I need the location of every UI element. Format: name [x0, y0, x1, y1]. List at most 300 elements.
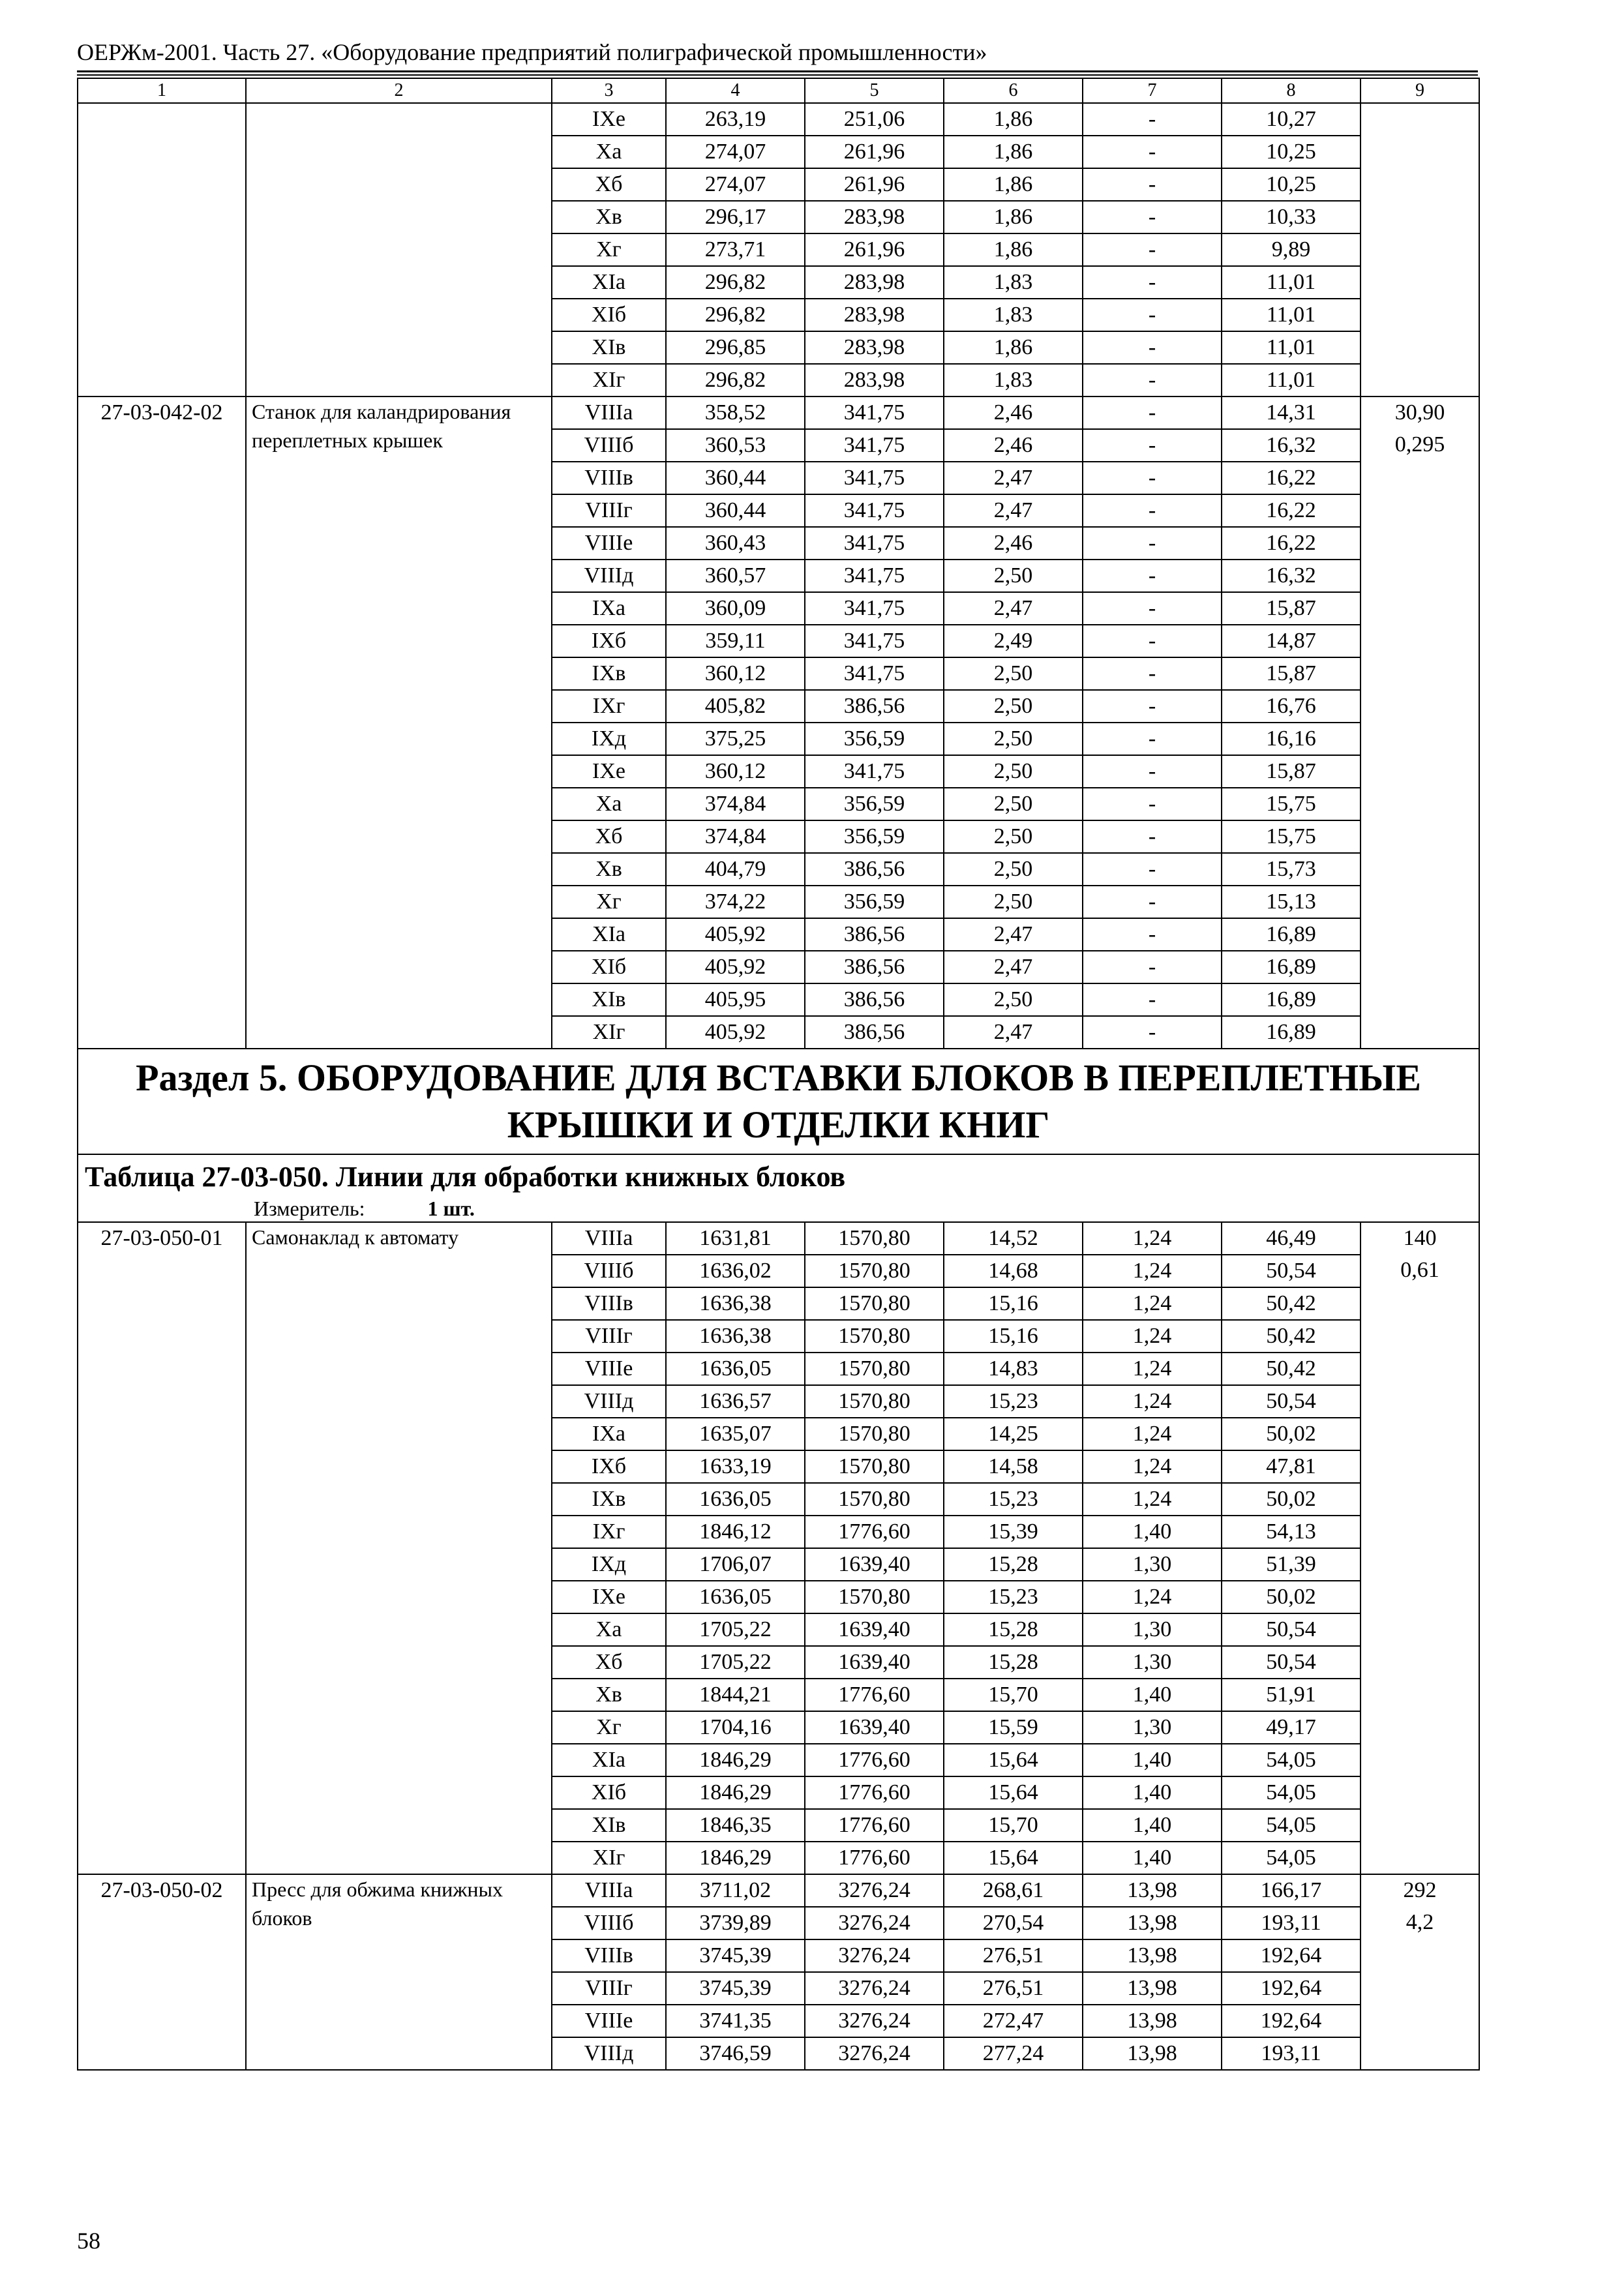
rate-zone: VIIIa [552, 1874, 666, 1907]
rate-value: 1,86 [944, 168, 1083, 201]
material-value [1361, 1744, 1479, 1776]
rate-value: - [1083, 266, 1222, 299]
rate-value: 283,98 [805, 364, 944, 396]
rate-value: 3741,35 [666, 2005, 805, 2037]
rate-value: 16,22 [1222, 462, 1361, 494]
rate-value: 277,24 [944, 2037, 1083, 2070]
rate-value: 16,89 [1222, 951, 1361, 983]
unit-row [78, 1195, 1479, 1222]
rate-value: 356,59 [805, 886, 944, 918]
rate-value: 50,42 [1222, 1287, 1361, 1320]
unit-cell [78, 1195, 1479, 1222]
table-row [78, 1874, 1479, 1907]
rate-value: 11,01 [1222, 364, 1361, 396]
material-value [1361, 1450, 1479, 1483]
rate-zone: XIa [552, 1744, 666, 1776]
rate-value: 1636,38 [666, 1287, 805, 1320]
rate-value: - [1083, 1016, 1222, 1049]
rate-value: 1,24 [1083, 1353, 1222, 1385]
material-value [1361, 494, 1479, 527]
rate-value: 1,30 [1083, 1613, 1222, 1646]
rate-value: 16,89 [1222, 983, 1361, 1016]
rate-value: 15,13 [1222, 886, 1361, 918]
rate-value: 296,82 [666, 299, 805, 331]
material-value [1361, 1016, 1479, 1049]
item-code [78, 103, 246, 396]
rate-value: 1705,22 [666, 1613, 805, 1646]
rate-value: 1846,29 [666, 1744, 805, 1776]
rate-value: 47,81 [1222, 1450, 1361, 1483]
section-title: Раздел 5. ОБОРУДОВАНИЕ ДЛЯ ВСТАВКИ БЛОКОВ В ПЕРЕПЛЕТНЫЕ КРЫШКИ И ОТДЕЛКИ КНИГ [78, 1049, 1479, 1154]
rate-value: 15,28 [944, 1613, 1083, 1646]
material-value [1361, 462, 1479, 494]
rate-value: 13,98 [1083, 1907, 1222, 1939]
rate-value: 11,01 [1222, 299, 1361, 331]
material-value [1361, 331, 1479, 364]
rate-value: 54,05 [1222, 1842, 1361, 1874]
rate-value: 1,40 [1083, 1744, 1222, 1776]
rate-value: 3276,24 [805, 1907, 944, 1939]
material-value [1361, 103, 1479, 136]
rate-value: 1,83 [944, 299, 1083, 331]
item-code: 27-03-050-01 [78, 1222, 246, 1874]
rate-zone: XIв [552, 1809, 666, 1842]
column-number: 4 [666, 78, 805, 103]
material-value [1361, 1842, 1479, 1874]
rate-value: 2,47 [944, 951, 1083, 983]
rate-value: 10,25 [1222, 168, 1361, 201]
material-value [1361, 592, 1479, 625]
rate-value: 1639,40 [805, 1711, 944, 1744]
rate-value: 16,76 [1222, 690, 1361, 723]
material-value [1361, 1320, 1479, 1353]
column-number: 5 [805, 78, 944, 103]
rate-value: 15,87 [1222, 657, 1361, 690]
rate-value: 1570,80 [805, 1320, 944, 1353]
column-number: 8 [1222, 78, 1361, 103]
rate-value: 46,49 [1222, 1222, 1361, 1255]
rate-value: 192,64 [1222, 1972, 1361, 2005]
material-value [1361, 657, 1479, 690]
rate-value: 1570,80 [805, 1450, 944, 1483]
rate-value: 1,40 [1083, 1679, 1222, 1711]
rate-value: 356,59 [805, 788, 944, 820]
rate-zone: XIб [552, 951, 666, 983]
rate-value: 3739,89 [666, 1907, 805, 1939]
page-number: 58 [77, 2228, 100, 2254]
rate-value: 1,86 [944, 233, 1083, 266]
rate-value: 359,11 [666, 625, 805, 657]
rate-value: - [1083, 918, 1222, 951]
rate-value: 11,01 [1222, 266, 1361, 299]
rate-zone: IXд [552, 723, 666, 755]
column-number: 1 [78, 78, 246, 103]
price-table [77, 78, 1480, 2071]
rate-value: 341,75 [805, 657, 944, 690]
rate-value: 15,64 [944, 1776, 1083, 1809]
rate-value: 360,57 [666, 560, 805, 592]
rate-value: 360,53 [666, 429, 805, 462]
material-value [1361, 755, 1479, 788]
rate-value: 1,83 [944, 364, 1083, 396]
material-value [1361, 1483, 1479, 1516]
unit-label: Измеритель: [254, 1197, 365, 1220]
rate-value: - [1083, 364, 1222, 396]
rate-value: 1,24 [1083, 1418, 1222, 1450]
rate-value: 1570,80 [805, 1483, 944, 1516]
rate-value: - [1083, 331, 1222, 364]
rate-zone: XIв [552, 331, 666, 364]
material-value [1361, 1287, 1479, 1320]
rate-value: 296,82 [666, 266, 805, 299]
rate-zone: VIIIe [552, 2005, 666, 2037]
rate-zone: VIIIв [552, 1939, 666, 1972]
rate-value: 386,56 [805, 853, 944, 886]
table-caption: Таблица 27-03-050. Линии для обработки книжных блоков [78, 1154, 1479, 1195]
rate-value: 360,12 [666, 755, 805, 788]
rate-value: 15,16 [944, 1287, 1083, 1320]
material-value [1361, 136, 1479, 168]
rate-zone: VIIIa [552, 396, 666, 429]
rate-value: 1635,07 [666, 1418, 805, 1450]
rate-value: 2,49 [944, 625, 1083, 657]
item-name: Самонаклад к автомату [246, 1222, 552, 1874]
rate-value: 15,23 [944, 1581, 1083, 1613]
rate-value: 261,96 [805, 233, 944, 266]
rate-value: 360,44 [666, 494, 805, 527]
header-rule [77, 70, 1478, 72]
rate-zone: IXб [552, 1450, 666, 1483]
rate-zone: IXг [552, 690, 666, 723]
rate-value: 50,54 [1222, 1613, 1361, 1646]
rate-value: 1,24 [1083, 1222, 1222, 1255]
rate-value: 3276,24 [805, 1874, 944, 1907]
rate-value: 13,98 [1083, 1972, 1222, 2005]
rate-value: 283,98 [805, 331, 944, 364]
material-value [1361, 1613, 1479, 1646]
rate-zone: Xг [552, 886, 666, 918]
rate-value: 283,98 [805, 266, 944, 299]
rate-value: 270,54 [944, 1907, 1083, 1939]
column-number: 3 [552, 78, 666, 103]
rate-value: 2,50 [944, 560, 1083, 592]
rate-value: 16,32 [1222, 560, 1361, 592]
rate-zone: IXв [552, 1483, 666, 1516]
rate-value: 358,52 [666, 396, 805, 429]
material-value [1361, 1548, 1479, 1581]
rate-value: - [1083, 103, 1222, 136]
rate-value: 2,50 [944, 788, 1083, 820]
material-value [1361, 2005, 1479, 2037]
rate-value: 54,13 [1222, 1516, 1361, 1548]
rate-value: - [1083, 951, 1222, 983]
unit-value: 1 шт. [427, 1197, 475, 1220]
material-value [1361, 1711, 1479, 1744]
rate-value: 1,24 [1083, 1450, 1222, 1483]
rate-zone: IXa [552, 592, 666, 625]
rate-zone: Xa [552, 136, 666, 168]
rate-value: 1636,57 [666, 1385, 805, 1418]
rate-value: - [1083, 396, 1222, 429]
rate-value: 3745,39 [666, 1972, 805, 2005]
rate-value: 1639,40 [805, 1548, 944, 1581]
rate-value: - [1083, 723, 1222, 755]
rate-zone: VIIIд [552, 2037, 666, 2070]
rate-value: 1846,29 [666, 1842, 805, 1874]
rate-value: 14,83 [944, 1353, 1083, 1385]
rate-value: - [1083, 136, 1222, 168]
rate-value: 1570,80 [805, 1287, 944, 1320]
rate-value: 2,47 [944, 1016, 1083, 1049]
rate-value: 15,59 [944, 1711, 1083, 1744]
rate-value: 341,75 [805, 560, 944, 592]
rate-value: 2,50 [944, 853, 1083, 886]
rate-value: 1,30 [1083, 1646, 1222, 1679]
rate-value: 2,46 [944, 527, 1083, 560]
rate-value: 356,59 [805, 820, 944, 853]
rate-value: 50,02 [1222, 1483, 1361, 1516]
rate-value: 268,61 [944, 1874, 1083, 1907]
rate-value: 1846,29 [666, 1776, 805, 1809]
rate-value: 405,92 [666, 918, 805, 951]
rate-zone: Xб [552, 168, 666, 201]
rate-value: - [1083, 429, 1222, 462]
rate-value: 1846,12 [666, 1516, 805, 1548]
rate-value: 1,86 [944, 331, 1083, 364]
rate-value: 1706,07 [666, 1548, 805, 1581]
rate-value: 1639,40 [805, 1646, 944, 1679]
rate-zone: Xa [552, 788, 666, 820]
material-value [1361, 1679, 1479, 1711]
rate-value: 1636,02 [666, 1255, 805, 1287]
rate-zone: XIв [552, 983, 666, 1016]
material-value [1361, 560, 1479, 592]
rate-value: 1636,38 [666, 1320, 805, 1353]
rate-value: 9,89 [1222, 233, 1361, 266]
table-caption-row [78, 1154, 1479, 1195]
rate-value: 1633,19 [666, 1450, 805, 1483]
material-value [1361, 1776, 1479, 1809]
rate-value: 360,12 [666, 657, 805, 690]
rate-value: 1,86 [944, 201, 1083, 233]
rate-value: 261,96 [805, 168, 944, 201]
rate-zone: Xв [552, 1679, 666, 1711]
rate-value: 14,68 [944, 1255, 1083, 1287]
rate-value: 1,30 [1083, 1548, 1222, 1581]
rate-value: 1,86 [944, 103, 1083, 136]
rate-value: 1,24 [1083, 1287, 1222, 1320]
rate-value: 386,56 [805, 1016, 944, 1049]
rate-value: 54,05 [1222, 1744, 1361, 1776]
material-value [1361, 1939, 1479, 1972]
rate-value: 296,85 [666, 331, 805, 364]
rate-value: 276,51 [944, 1972, 1083, 2005]
rate-zone: VIIIг [552, 494, 666, 527]
rate-value: 375,25 [666, 723, 805, 755]
rate-value: 50,42 [1222, 1353, 1361, 1385]
column-number: 6 [944, 78, 1083, 103]
material-value [1361, 168, 1479, 201]
rate-value: 1,24 [1083, 1385, 1222, 1418]
rate-value: 405,92 [666, 1016, 805, 1049]
rate-zone: VIIIa [552, 1222, 666, 1255]
rate-zone: Xв [552, 201, 666, 233]
material-value [1361, 1646, 1479, 1679]
material-value [1361, 364, 1479, 396]
material-value [1361, 853, 1479, 886]
rate-value: 15,70 [944, 1809, 1083, 1842]
rate-zone: IXг [552, 1516, 666, 1548]
rate-value: 54,05 [1222, 1809, 1361, 1842]
rate-zone: Xг [552, 233, 666, 266]
rate-value: 15,87 [1222, 755, 1361, 788]
rate-value: 1,40 [1083, 1809, 1222, 1842]
material-value [1361, 299, 1479, 331]
rate-value: 2,47 [944, 494, 1083, 527]
material-value [1361, 1972, 1479, 2005]
rate-value: 1,40 [1083, 1776, 1222, 1809]
rate-value: 16,89 [1222, 918, 1361, 951]
rate-value: 15,75 [1222, 788, 1361, 820]
rate-value: 1570,80 [805, 1581, 944, 1613]
rate-value: 1,40 [1083, 1842, 1222, 1874]
rate-value: - [1083, 853, 1222, 886]
rate-zone: VIIIв [552, 1287, 666, 1320]
rate-value: 16,89 [1222, 1016, 1361, 1049]
rate-value: 1570,80 [805, 1353, 944, 1385]
rate-zone: VIIIг [552, 1972, 666, 2005]
rate-value: 11,01 [1222, 331, 1361, 364]
rate-value: 283,98 [805, 299, 944, 331]
material-value [1361, 788, 1479, 820]
rate-value: 15,39 [944, 1516, 1083, 1548]
rate-value: 50,42 [1222, 1320, 1361, 1353]
rate-value: 2,50 [944, 657, 1083, 690]
rate-value: - [1083, 168, 1222, 201]
rate-value: 15,16 [944, 1320, 1083, 1353]
rate-value: 3276,24 [805, 2037, 944, 2070]
rate-value: 49,17 [1222, 1711, 1361, 1744]
column-numbers-row [78, 78, 1479, 103]
rate-value: 3745,39 [666, 1939, 805, 1972]
material-value [1361, 820, 1479, 853]
rate-value: 1704,16 [666, 1711, 805, 1744]
rate-value: - [1083, 886, 1222, 918]
rate-zone: VIIIб [552, 1255, 666, 1287]
rate-value: - [1083, 462, 1222, 494]
material-value [1361, 951, 1479, 983]
material-value [1361, 527, 1479, 560]
rate-value: 283,98 [805, 201, 944, 233]
rate-value: 50,02 [1222, 1418, 1361, 1450]
rate-value: 1776,60 [805, 1679, 944, 1711]
material-value [1361, 233, 1479, 266]
material-value [1361, 266, 1479, 299]
rate-value: 341,75 [805, 429, 944, 462]
material-value: 4,2 [1361, 1907, 1479, 1939]
rate-value: 193,11 [1222, 1907, 1361, 1939]
material-value [1361, 1809, 1479, 1842]
rate-value: 374,84 [666, 820, 805, 853]
rate-value: 2,50 [944, 723, 1083, 755]
rate-value: 341,75 [805, 462, 944, 494]
rate-value: 1570,80 [805, 1255, 944, 1287]
rate-value: - [1083, 820, 1222, 853]
material-value [1361, 690, 1479, 723]
rate-value: 341,75 [805, 755, 944, 788]
item-code: 27-03-050-02 [78, 1874, 246, 2070]
rate-value: 1636,05 [666, 1581, 805, 1613]
rate-value: 276,51 [944, 1939, 1083, 1972]
rate-value: 1,40 [1083, 1516, 1222, 1548]
material-value [1361, 1418, 1479, 1450]
rate-value: 16,22 [1222, 494, 1361, 527]
rate-value: 404,79 [666, 853, 805, 886]
material-value: 292 [1361, 1874, 1479, 1907]
rate-value: - [1083, 201, 1222, 233]
rate-value: 341,75 [805, 396, 944, 429]
rate-value: 3746,59 [666, 2037, 805, 2070]
rate-value: 341,75 [805, 625, 944, 657]
rate-value: 251,06 [805, 103, 944, 136]
rate-value: 272,47 [944, 2005, 1083, 2037]
rate-zone: XIб [552, 299, 666, 331]
rate-value: 15,28 [944, 1646, 1083, 1679]
table-body [78, 78, 1479, 2070]
rate-zone: VIIIб [552, 1907, 666, 1939]
rate-zone: VIIIв [552, 462, 666, 494]
rate-value: - [1083, 625, 1222, 657]
rate-value: 360,43 [666, 527, 805, 560]
rate-zone: IXe [552, 1581, 666, 1613]
rate-value: 15,28 [944, 1548, 1083, 1581]
rate-zone: Xб [552, 1646, 666, 1679]
rate-value: 356,59 [805, 723, 944, 755]
rate-value: - [1083, 983, 1222, 1016]
material-value [1361, 2037, 1479, 2070]
rate-zone: XIг [552, 1842, 666, 1874]
rate-value: 386,56 [805, 951, 944, 983]
rate-zone: Xa [552, 1613, 666, 1646]
rate-value: 1846,35 [666, 1809, 805, 1842]
rate-zone: VIIIд [552, 1385, 666, 1418]
rate-value: 274,07 [666, 168, 805, 201]
rate-value: - [1083, 755, 1222, 788]
rate-value: 3276,24 [805, 1972, 944, 2005]
rate-value: 192,64 [1222, 2005, 1361, 2037]
rate-value: 15,23 [944, 1385, 1083, 1418]
rate-value: 15,64 [944, 1744, 1083, 1776]
table-row [78, 1222, 1479, 1255]
material-value [1361, 723, 1479, 755]
rate-value: 15,75 [1222, 820, 1361, 853]
rate-value: 1844,21 [666, 1679, 805, 1711]
rate-value: 1570,80 [805, 1222, 944, 1255]
rate-value: 1776,60 [805, 1516, 944, 1548]
rate-value: 15,23 [944, 1483, 1083, 1516]
rate-value: 1776,60 [805, 1744, 944, 1776]
rate-value: 1570,80 [805, 1418, 944, 1450]
item-name: Станок для каландрирования переплетных крышек [246, 396, 552, 1049]
rate-value: - [1083, 560, 1222, 592]
item-name: Пресс для обжима книжных блоков [246, 1874, 552, 2070]
rate-value: 54,05 [1222, 1776, 1361, 1809]
rate-value: 2,50 [944, 690, 1083, 723]
table-row [78, 396, 1479, 429]
material-value [1361, 1385, 1479, 1418]
rate-zone: XIг [552, 1016, 666, 1049]
rate-value: 16,22 [1222, 527, 1361, 560]
